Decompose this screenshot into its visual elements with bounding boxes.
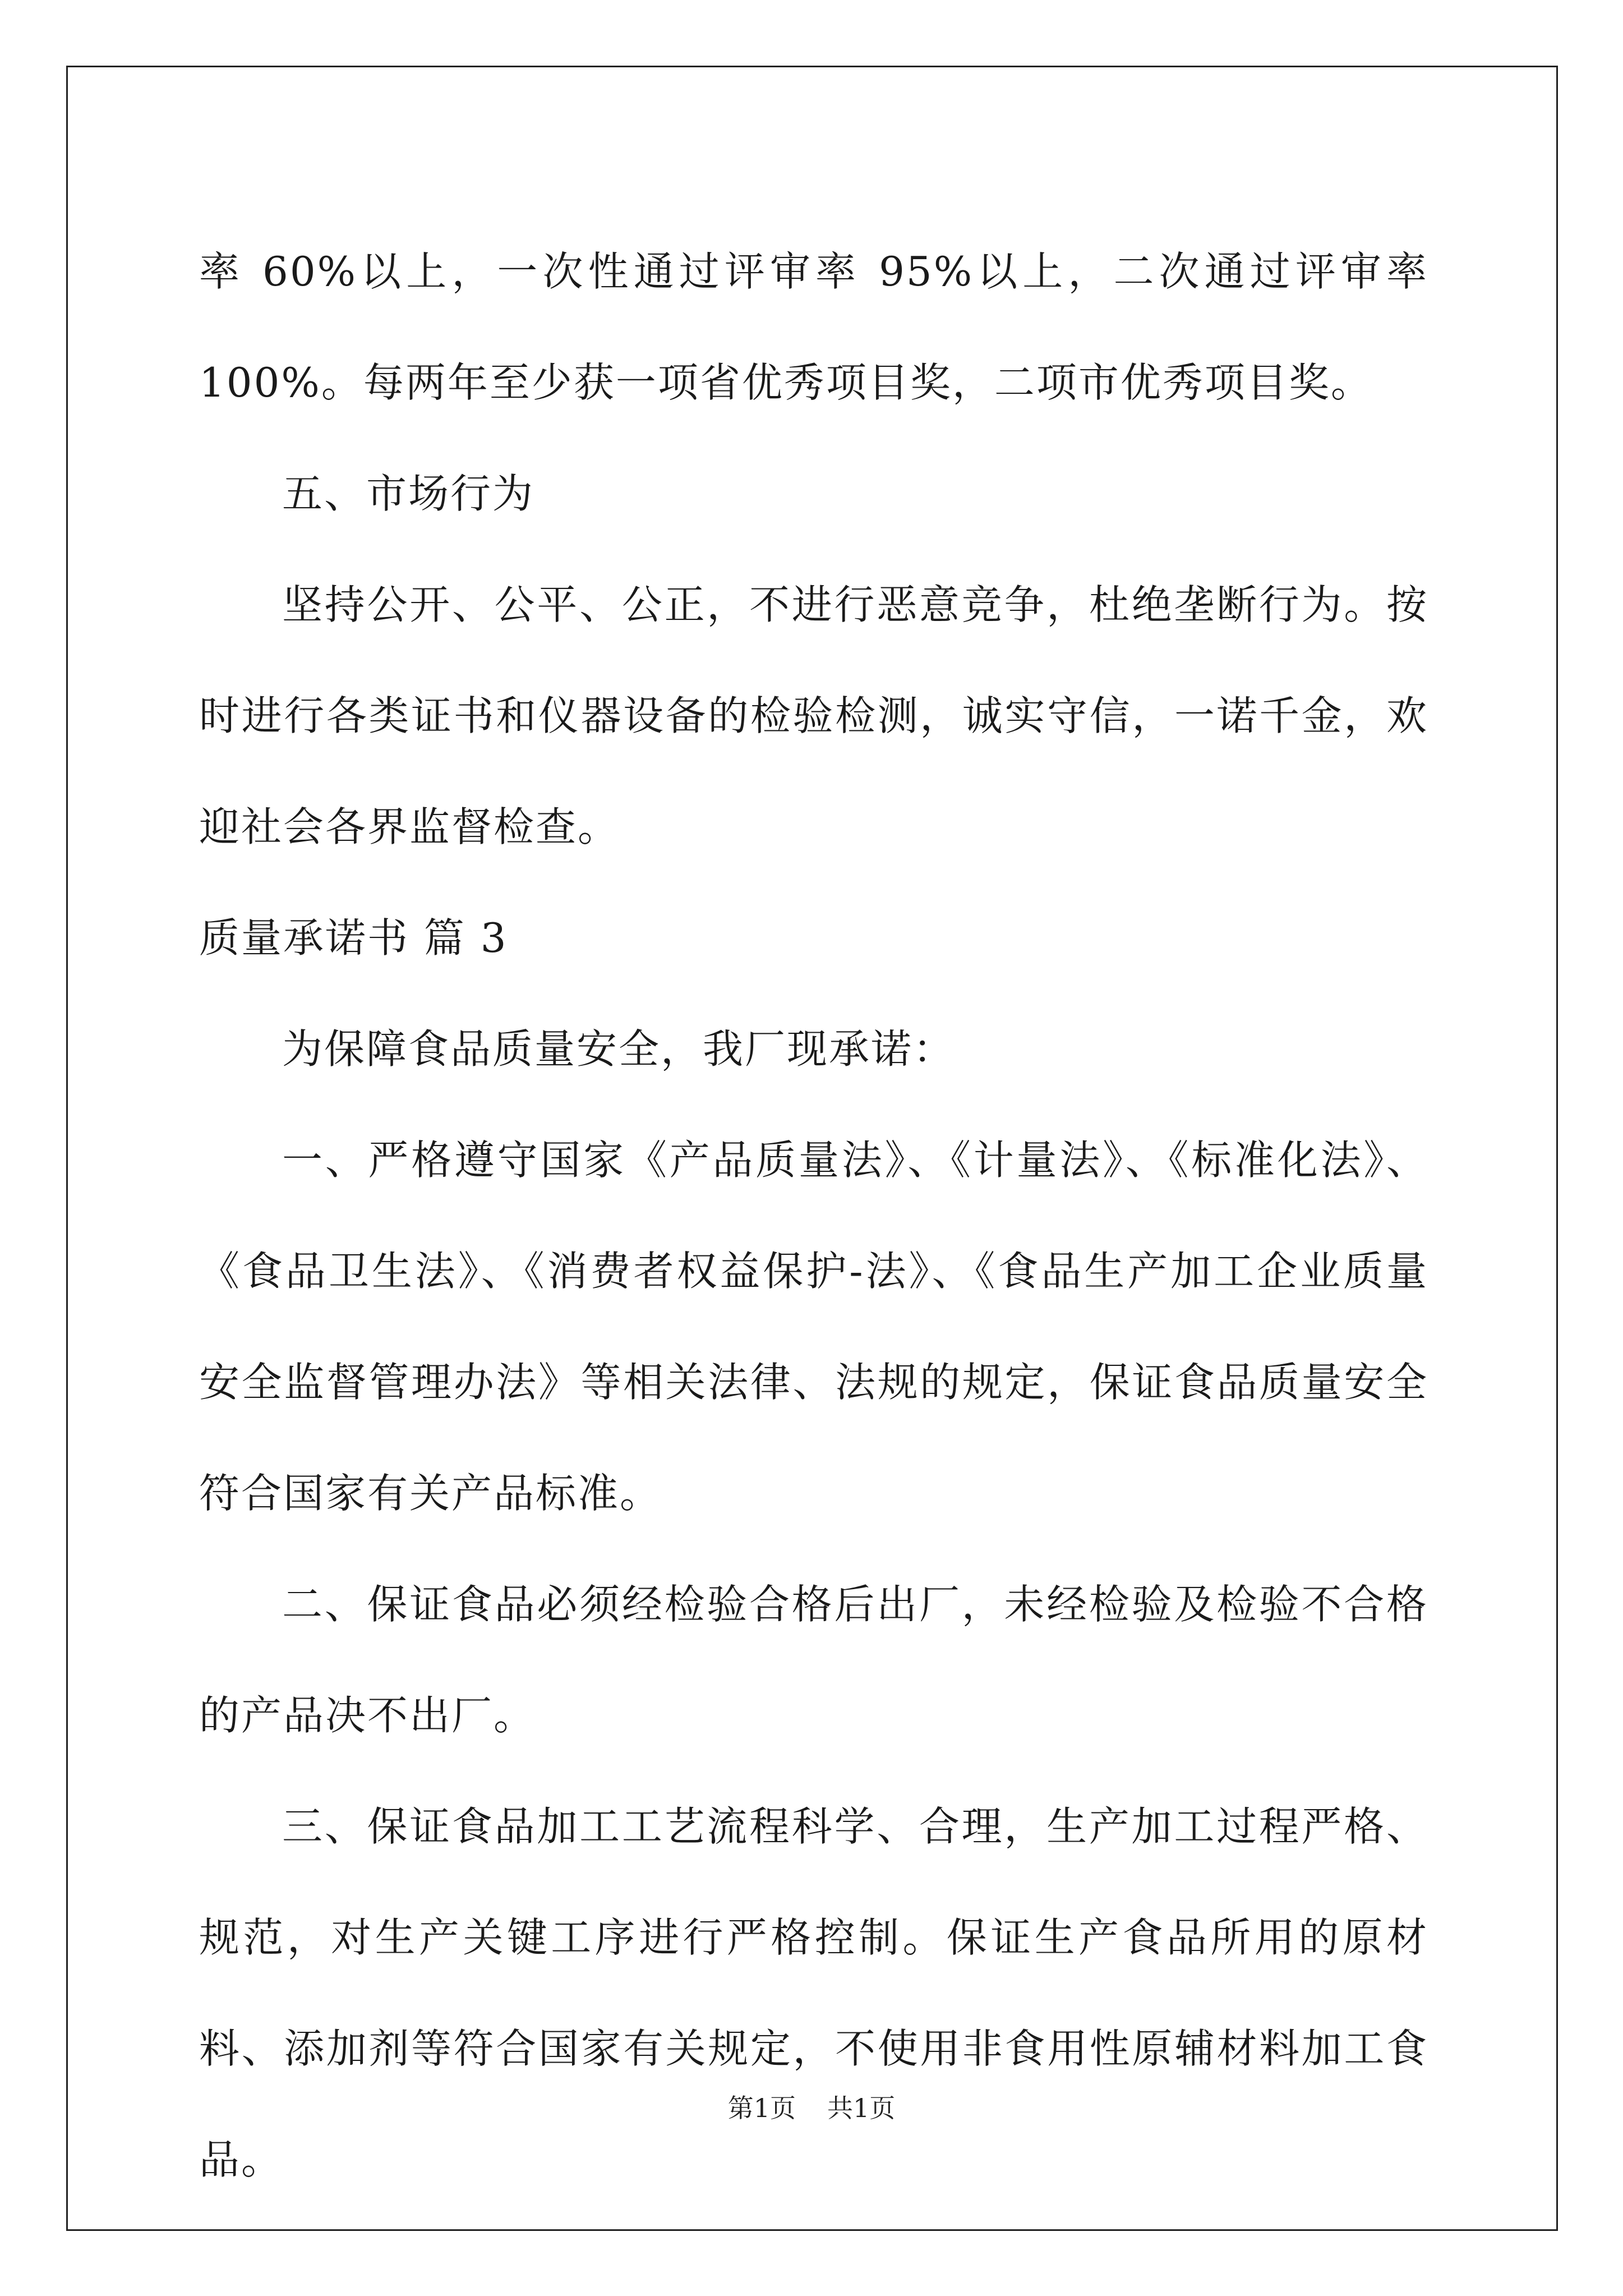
document-heading-part-3: 质量承诺书 篇 3: [199, 914, 508, 961]
page-total: 共1页: [827, 2093, 896, 2123]
page-number: 第1页: [727, 2093, 796, 2123]
section-heading-market-behavior: 五、市场行为: [282, 470, 535, 517]
page-footer: [0, 2091, 1623, 2125]
paragraph-commitment-1: 一、严格遵守国家《产品质量法》、《计量法》、《标准化法》、《食品卫生法》、《消费者权益保护-法》、《食品生产加工企业质量安全监督管理办法》等相关法律、法规的规定，保证食品质量安全符合国家有关产品标准。: [199, 1137, 1428, 1517]
paragraph-commitment-3: 三、保证食品加工工艺流程科学、合理，生产加工过程严格、规范，对生产关键工序进行严格控制。保证生产食品所用的原材料、添加剂等符合国家有关规定，不使用非食用性原辅材料加工食品。: [199, 1803, 1428, 2183]
paragraph-market-behavior: 坚持公开、公平、公正，不进行恶意竞争，杜绝垄断行为。按时进行各类证书和仪器设备的检验检测，诚实守信，一诺千金，欢迎社会各界监督检查。: [199, 581, 1428, 850]
paragraph-commitment-2: 二、保证食品必须经检验合格后出厂，未经检验及检验不合格的产品决不出厂。: [199, 1581, 1428, 1739]
paragraph-intro-commitment: 为保障食品质量安全，我厂现承诺：: [282, 1025, 956, 1073]
document-body: [199, 216, 1428, 2215]
paragraph-quality-targets: 率 60%以上，一次性通过评审率 95%以上，二次通过评审率 100%。每两年至少获一项省优秀项目奖，二项市优秀项目奖。: [199, 248, 1428, 406]
